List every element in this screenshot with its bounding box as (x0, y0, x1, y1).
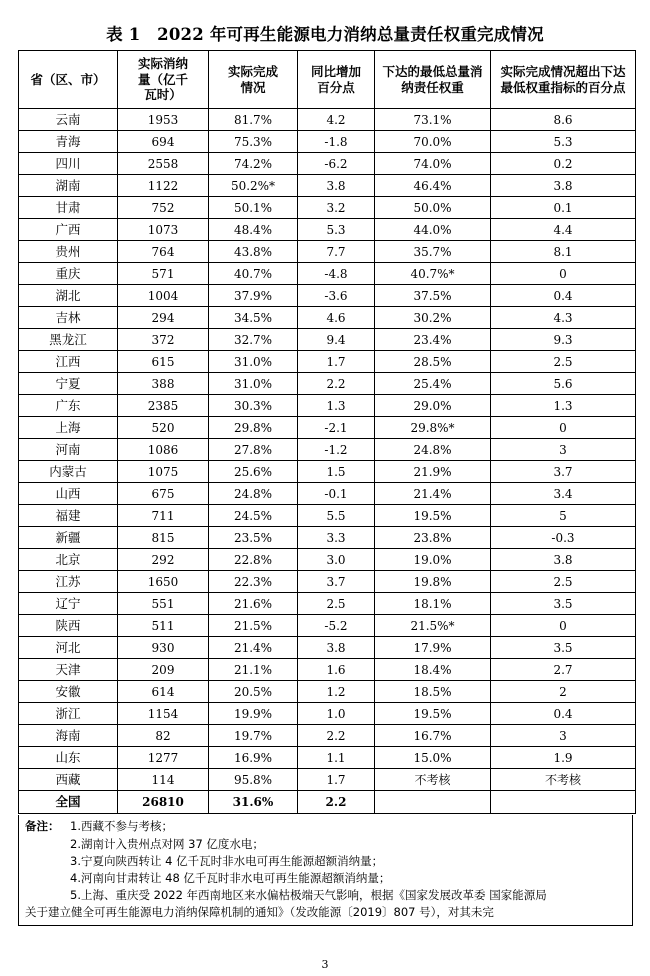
cell-excess-points: 1.3 (491, 395, 636, 417)
cell-actual-consumption: 1004 (118, 285, 209, 307)
cell-province: 山西 (19, 483, 118, 505)
cell-province: 安徽 (19, 681, 118, 703)
cell-excess-points: 0.4 (491, 285, 636, 307)
cell-yoy-change: -3.6 (298, 285, 375, 307)
cell-actual-consumption: 764 (118, 241, 209, 263)
table-row (19, 703, 636, 725)
table-row (19, 153, 636, 175)
cell-actual-completion: 19.7% (209, 725, 298, 747)
table-row (19, 131, 636, 153)
cell-actual-consumption: 114 (118, 769, 209, 791)
consumption-table (18, 50, 636, 814)
cell-actual-completion: 81.7% (209, 109, 298, 131)
cell-yoy-change: 1.3 (298, 395, 375, 417)
cell-yoy-change: -0.1 (298, 483, 375, 505)
cell-minimum-weight: 19.8% (375, 571, 491, 593)
note-item: 5.上海、重庆受 2022 年西南地区来水偏枯极端天气影响，根据《国家发展改革委 国家能源局 (70, 888, 547, 902)
cell-excess-points: 不考核 (491, 769, 636, 791)
cell-actual-consumption: 675 (118, 483, 209, 505)
cell-minimum-weight: 21.4% (375, 483, 491, 505)
cell-excess-points: 3.8 (491, 549, 636, 571)
note-item: 关于建立健全可再生能源电力消纳保障机制的通知》（发改能源〔2019〕807 号），对其未完 (25, 905, 494, 919)
cell-actual-consumption: 815 (118, 527, 209, 549)
cell-actual-consumption: 1122 (118, 175, 209, 197)
cell-actual-consumption: 694 (118, 131, 209, 153)
note-item: 3.宁夏向陕西转让 4 亿千瓦时非水电可再生能源超额消纳量； (70, 854, 384, 868)
cell-minimum-weight: 30.2% (375, 307, 491, 329)
cell-yoy-change: -6.2 (298, 153, 375, 175)
header-yoy-change: 同比增加百分点 (298, 51, 375, 109)
cell-actual-completion: 24.8% (209, 483, 298, 505)
cell-actual-consumption: 711 (118, 505, 209, 527)
cell-actual-completion: 21.4% (209, 637, 298, 659)
cell-minimum-weight: 23.8% (375, 527, 491, 549)
table-row (19, 175, 636, 197)
table-row (19, 373, 636, 395)
cell-actual-completion: 50.2%* (209, 175, 298, 197)
cell-yoy-change: 1.0 (298, 703, 375, 725)
cell-excess-points: -0.3 (491, 527, 636, 549)
table-header-row (19, 51, 636, 109)
cell-minimum-weight: 29.0% (375, 395, 491, 417)
cell-minimum-weight: 24.8% (375, 439, 491, 461)
cell-yoy-change: 1.6 (298, 659, 375, 681)
note-item: 4.河南向甘肃转让 48 亿千瓦时非水电可再生能源超额消纳量； (70, 871, 391, 885)
cell-excess-points: 3.7 (491, 461, 636, 483)
cell-province: 贵州 (19, 241, 118, 263)
cell-province: 江苏 (19, 571, 118, 593)
table-row (19, 681, 636, 703)
table-body (19, 109, 636, 814)
cell-yoy-change: 1.5 (298, 461, 375, 483)
cell-excess-points: 3.4 (491, 483, 636, 505)
cell-yoy-change: 3.0 (298, 549, 375, 571)
cell-minimum-weight: 不考核 (375, 769, 491, 791)
table-row (19, 219, 636, 241)
cell-excess-points: 2.5 (491, 571, 636, 593)
cell-yoy-change: 2.2 (298, 373, 375, 395)
cell-actual-consumption: 209 (118, 659, 209, 681)
table-row (19, 505, 636, 527)
cell-excess-points: 3.5 (491, 593, 636, 615)
cell-yoy-change: 2.5 (298, 593, 375, 615)
table-row (19, 351, 636, 373)
cell-minimum-weight: 21.9% (375, 461, 491, 483)
cell-excess-points: 4.4 (491, 219, 636, 241)
cell-actual-consumption: 1075 (118, 461, 209, 483)
cell-minimum-weight: 46.4% (375, 175, 491, 197)
cell-actual-completion: 29.8% (209, 417, 298, 439)
cell-actual-completion: 21.1% (209, 659, 298, 681)
cell-actual-consumption: 372 (118, 329, 209, 351)
cell-minimum-weight: 50.0% (375, 197, 491, 219)
cell-yoy-change: 1.7 (298, 351, 375, 373)
cell-actual-consumption: 571 (118, 263, 209, 285)
header-excess-points: 实际完成情况超出下达最低权重指标的百分点 (491, 51, 636, 109)
table-row (19, 329, 636, 351)
cell-yoy-change: -4.8 (298, 263, 375, 285)
cell-province: 西藏 (19, 769, 118, 791)
cell-minimum-weight: 18.4% (375, 659, 491, 681)
cell-minimum-weight: 29.8%* (375, 417, 491, 439)
cell-yoy-change: 5.5 (298, 505, 375, 527)
cell-yoy-change: 2.2 (298, 725, 375, 747)
note-item: 1.西藏不参与考核； (70, 819, 173, 833)
cell-minimum-weight: 74.0% (375, 153, 491, 175)
cell-minimum-weight: 37.5% (375, 285, 491, 307)
cell-actual-consumption: 511 (118, 615, 209, 637)
cell-actual-consumption: 752 (118, 197, 209, 219)
cell-excess-points: 3.8 (491, 175, 636, 197)
cell-actual-completion: 16.9% (209, 747, 298, 769)
cell-minimum-weight: 70.0% (375, 131, 491, 153)
cell-actual-completion: 43.8% (209, 241, 298, 263)
cell-actual-consumption: 1073 (118, 219, 209, 241)
cell-minimum-weight: 18.5% (375, 681, 491, 703)
cell-minimum-weight: 19.0% (375, 549, 491, 571)
table-row (19, 593, 636, 615)
cell-yoy-change: 2.2 (298, 791, 375, 814)
cell-province: 黑龙江 (19, 329, 118, 351)
cell-actual-completion: 37.9% (209, 285, 298, 307)
cell-yoy-change: 5.3 (298, 219, 375, 241)
table-row (19, 197, 636, 219)
cell-minimum-weight: 17.9% (375, 637, 491, 659)
table-row (19, 483, 636, 505)
cell-excess-points: 8.1 (491, 241, 636, 263)
cell-actual-completion: 22.8% (209, 549, 298, 571)
header-minimum-weight: 下达的最低总量消纳责任权重 (375, 51, 491, 109)
cell-actual-consumption: 1154 (118, 703, 209, 725)
cell-province: 重庆 (19, 263, 118, 285)
cell-actual-completion: 23.5% (209, 527, 298, 549)
table-row (19, 637, 636, 659)
cell-province: 广西 (19, 219, 118, 241)
table-row (19, 549, 636, 571)
cell-province: 青海 (19, 131, 118, 153)
cell-actual-consumption: 551 (118, 593, 209, 615)
cell-actual-consumption: 2385 (118, 395, 209, 417)
cell-yoy-change: -5.2 (298, 615, 375, 637)
table-row (19, 725, 636, 747)
table-row (19, 571, 636, 593)
note-item: 2.湖南计入贵州点对网 37 亿度水电； (70, 837, 264, 851)
cell-actual-completion: 21.5% (209, 615, 298, 637)
table-title: 表 1 2022 年可再生能源电力消纳总量责任权重完成情况 (106, 25, 544, 44)
table-row (19, 769, 636, 791)
cell-excess-points: 2.7 (491, 659, 636, 681)
cell-actual-completion: 75.3% (209, 131, 298, 153)
cell-actual-completion: 31.0% (209, 351, 298, 373)
cell-actual-completion: 20.5% (209, 681, 298, 703)
cell-actual-completion: 22.3% (209, 571, 298, 593)
cell-yoy-change: 3.7 (298, 571, 375, 593)
cell-actual-completion: 34.5% (209, 307, 298, 329)
table-row (19, 417, 636, 439)
cell-excess-points: 0.4 (491, 703, 636, 725)
cell-minimum-weight: 44.0% (375, 219, 491, 241)
cell-actual-consumption: 82 (118, 725, 209, 747)
cell-province: 河南 (19, 439, 118, 461)
cell-yoy-change: 3.2 (298, 197, 375, 219)
cell-yoy-change: 3.8 (298, 637, 375, 659)
cell-excess-points: 2 (491, 681, 636, 703)
cell-actual-completion: 40.7% (209, 263, 298, 285)
cell-yoy-change: 1.7 (298, 769, 375, 791)
cell-excess-points: 0.2 (491, 153, 636, 175)
cell-province: 甘肃 (19, 197, 118, 219)
cell-yoy-change: -1.2 (298, 439, 375, 461)
table-row (19, 747, 636, 769)
cell-province: 湖北 (19, 285, 118, 307)
cell-minimum-weight: 40.7%* (375, 263, 491, 285)
cell-actual-completion: 31.0% (209, 373, 298, 395)
cell-yoy-change: 9.4 (298, 329, 375, 351)
cell-province: 辽宁 (19, 593, 118, 615)
cell-actual-consumption: 388 (118, 373, 209, 395)
table-row (19, 109, 636, 131)
cell-yoy-change: 3.8 (298, 175, 375, 197)
cell-excess-points: 5.3 (491, 131, 636, 153)
cell-yoy-change: 4.6 (298, 307, 375, 329)
cell-minimum-weight: 19.5% (375, 703, 491, 725)
cell-province: 陕西 (19, 615, 118, 637)
cell-yoy-change: 4.2 (298, 109, 375, 131)
cell-actual-completion: 74.2% (209, 153, 298, 175)
cell-province: 宁夏 (19, 373, 118, 395)
cell-minimum-weight (375, 791, 491, 814)
cell-minimum-weight: 35.7% (375, 241, 491, 263)
cell-excess-points: 2.5 (491, 351, 636, 373)
cell-actual-consumption: 26810 (118, 791, 209, 814)
cell-province: 湖南 (19, 175, 118, 197)
cell-minimum-weight: 21.5%* (375, 615, 491, 637)
cell-province: 福建 (19, 505, 118, 527)
cell-province: 北京 (19, 549, 118, 571)
cell-yoy-change: 1.1 (298, 747, 375, 769)
cell-minimum-weight: 23.4% (375, 329, 491, 351)
cell-province: 天津 (19, 659, 118, 681)
cell-excess-points (491, 791, 636, 814)
cell-actual-consumption: 2558 (118, 153, 209, 175)
cell-excess-points: 0 (491, 263, 636, 285)
cell-actual-consumption: 930 (118, 637, 209, 659)
notes-box (18, 815, 633, 926)
cell-actual-consumption: 1277 (118, 747, 209, 769)
table-row (19, 659, 636, 681)
cell-actual-completion: 24.5% (209, 505, 298, 527)
cell-province: 全国 (19, 791, 118, 814)
cell-yoy-change: 3.3 (298, 527, 375, 549)
table-row (19, 285, 636, 307)
cell-province: 吉林 (19, 307, 118, 329)
cell-yoy-change: 7.7 (298, 241, 375, 263)
table-row (19, 263, 636, 285)
cell-actual-consumption: 614 (118, 681, 209, 703)
cell-actual-consumption: 1953 (118, 109, 209, 131)
notes-label: 备注： (25, 819, 60, 833)
cell-excess-points: 8.6 (491, 109, 636, 131)
cell-minimum-weight: 28.5% (375, 351, 491, 373)
cell-excess-points: 5.6 (491, 373, 636, 395)
cell-actual-consumption: 1650 (118, 571, 209, 593)
header-actual-completion: 实际完成情况 (209, 51, 298, 109)
cell-province: 内蒙古 (19, 461, 118, 483)
cell-actual-completion: 95.8% (209, 769, 298, 791)
cell-province: 海南 (19, 725, 118, 747)
cell-excess-points: 0 (491, 417, 636, 439)
cell-minimum-weight: 73.1% (375, 109, 491, 131)
cell-province: 江西 (19, 351, 118, 373)
table-row (19, 461, 636, 483)
cell-actual-completion: 32.7% (209, 329, 298, 351)
cell-province: 四川 (19, 153, 118, 175)
cell-actual-completion: 21.6% (209, 593, 298, 615)
cell-actual-completion: 25.6% (209, 461, 298, 483)
cell-excess-points: 0 (491, 615, 636, 637)
cell-actual-completion: 19.9% (209, 703, 298, 725)
cell-actual-consumption: 1086 (118, 439, 209, 461)
cell-province: 广东 (19, 395, 118, 417)
cell-excess-points: 3 (491, 725, 636, 747)
cell-excess-points: 3 (491, 439, 636, 461)
cell-province: 上海 (19, 417, 118, 439)
cell-minimum-weight: 18.1% (375, 593, 491, 615)
cell-actual-consumption: 294 (118, 307, 209, 329)
cell-minimum-weight: 19.5% (375, 505, 491, 527)
cell-minimum-weight: 25.4% (375, 373, 491, 395)
table-row (19, 395, 636, 417)
table-row (19, 241, 636, 263)
cell-excess-points: 9.3 (491, 329, 636, 351)
header-province: 省（区、市） (19, 51, 118, 109)
page-number: 3 (321, 958, 329, 971)
cell-actual-consumption: 615 (118, 351, 209, 373)
cell-province: 山东 (19, 747, 118, 769)
cell-actual-consumption: 520 (118, 417, 209, 439)
cell-excess-points: 1.9 (491, 747, 636, 769)
cell-yoy-change: 1.2 (298, 681, 375, 703)
cell-actual-completion: 48.4% (209, 219, 298, 241)
cell-province: 云南 (19, 109, 118, 131)
cell-minimum-weight: 16.7% (375, 725, 491, 747)
cell-actual-completion: 27.8% (209, 439, 298, 461)
cell-actual-completion: 30.3% (209, 395, 298, 417)
cell-province: 浙江 (19, 703, 118, 725)
table-row (19, 307, 636, 329)
cell-excess-points: 4.3 (491, 307, 636, 329)
cell-actual-completion: 50.1% (209, 197, 298, 219)
cell-yoy-change: -1.8 (298, 131, 375, 153)
cell-excess-points: 5 (491, 505, 636, 527)
cell-minimum-weight: 15.0% (375, 747, 491, 769)
cell-excess-points: 3.5 (491, 637, 636, 659)
table-row (19, 439, 636, 461)
table-row (19, 615, 636, 637)
cell-excess-points: 0.1 (491, 197, 636, 219)
table-row (19, 527, 636, 549)
cell-actual-consumption: 292 (118, 549, 209, 571)
cell-actual-completion: 31.6% (209, 791, 298, 814)
cell-yoy-change: -2.1 (298, 417, 375, 439)
cell-province: 新疆 (19, 527, 118, 549)
total-row (19, 791, 636, 814)
cell-province: 河北 (19, 637, 118, 659)
header-actual-consumption: 实际消纳量（亿千瓦时） (118, 51, 209, 109)
